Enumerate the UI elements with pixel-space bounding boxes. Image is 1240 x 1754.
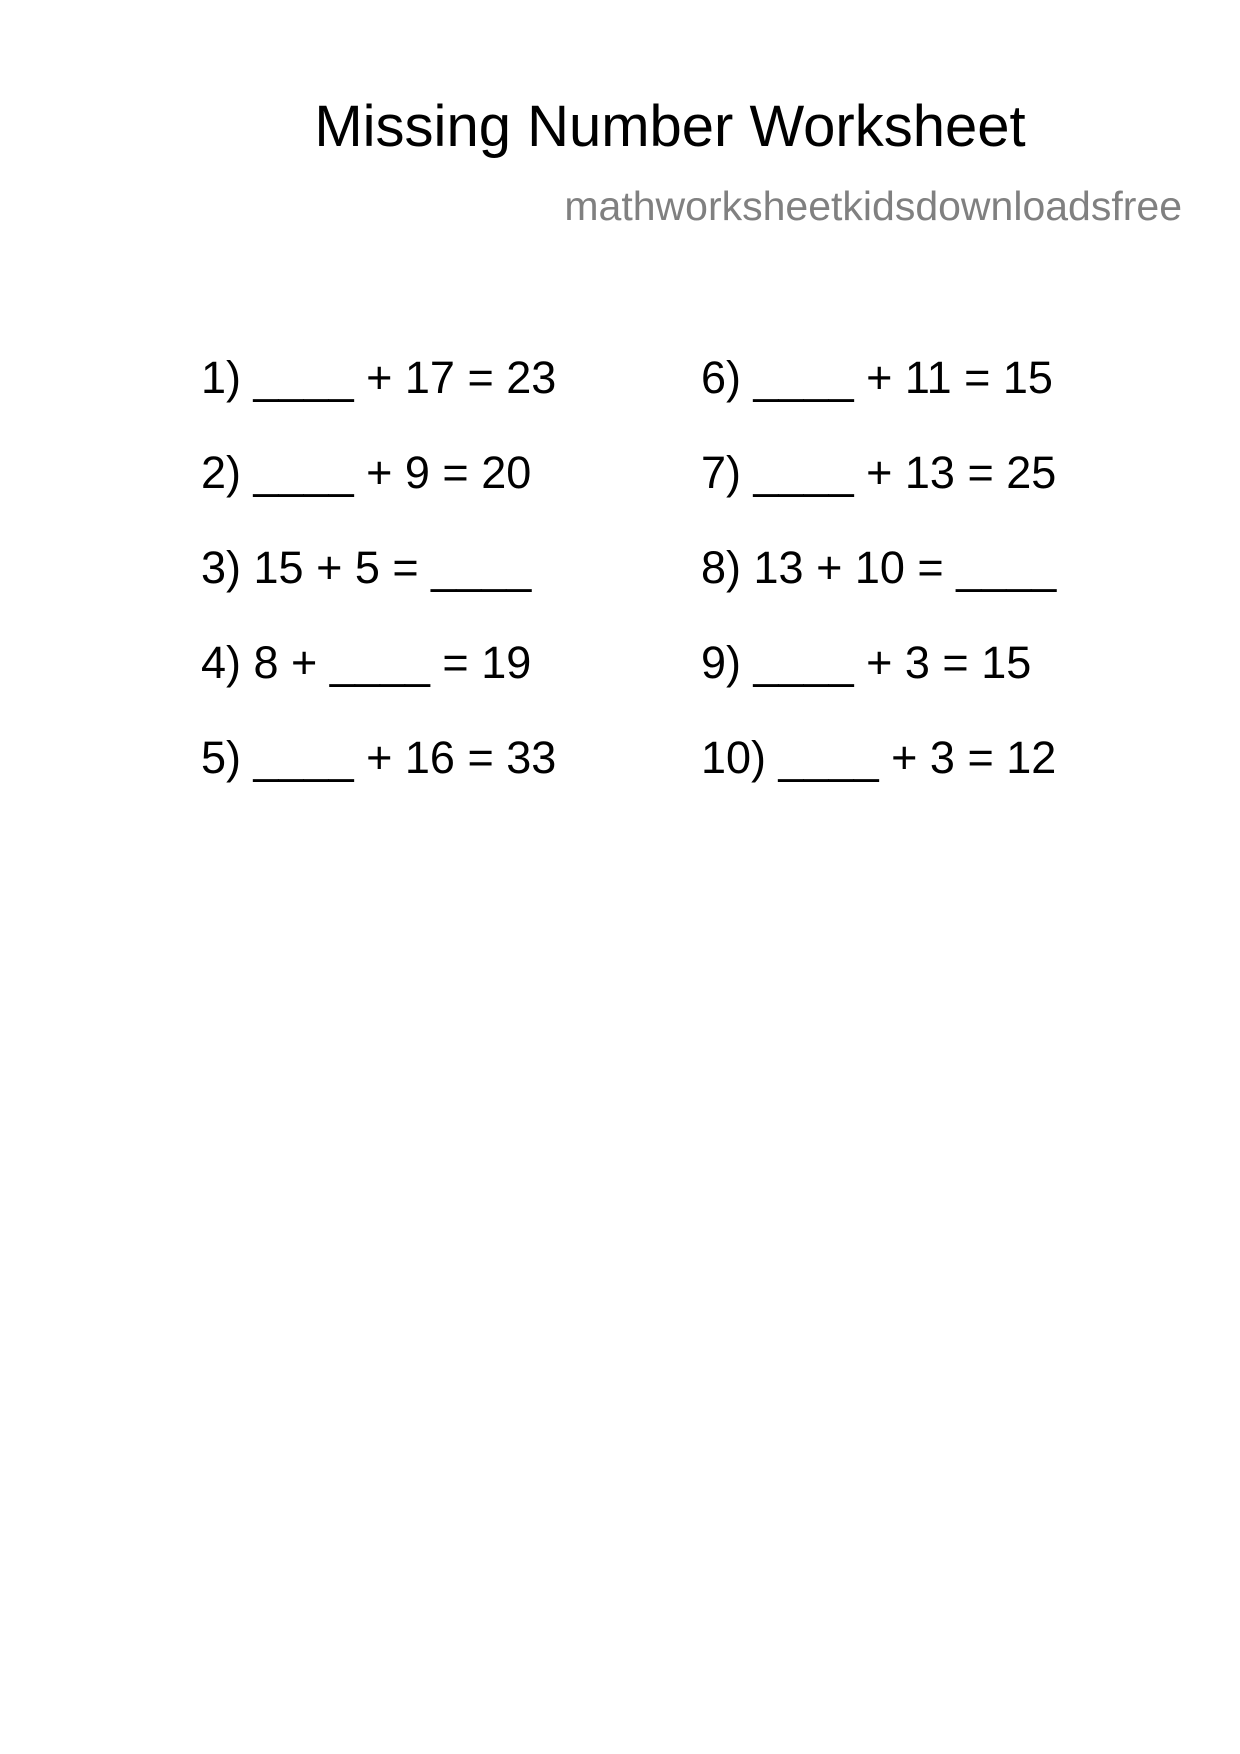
problem-5: 5) ____ + 16 = 33 — [201, 732, 557, 783]
problem-10: 10) ____ + 3 = 12 — [701, 732, 1057, 783]
problem-1: 1) ____ + 17 = 23 — [201, 352, 557, 403]
problem-9: 9) ____ + 3 = 15 — [701, 637, 1032, 688]
problem-7: 7) ____ + 13 = 25 — [701, 447, 1057, 498]
problem-4: 4) 8 + ____ = 19 — [201, 637, 532, 688]
problem-3: 3) 15 + 5 = ____ — [201, 542, 532, 593]
problem-grid — [201, 352, 1081, 830]
source-watermark: mathworksheetkidsdownloadsfree — [564, 183, 1182, 229]
problem-8: 8) 13 + 10 = ____ — [701, 542, 1057, 593]
problem-2: 2) ____ + 9 = 20 — [201, 447, 532, 498]
page-title: Missing Number Worksheet — [314, 94, 1026, 159]
problem-6: 6) ____ + 11 = 15 — [701, 352, 1053, 403]
